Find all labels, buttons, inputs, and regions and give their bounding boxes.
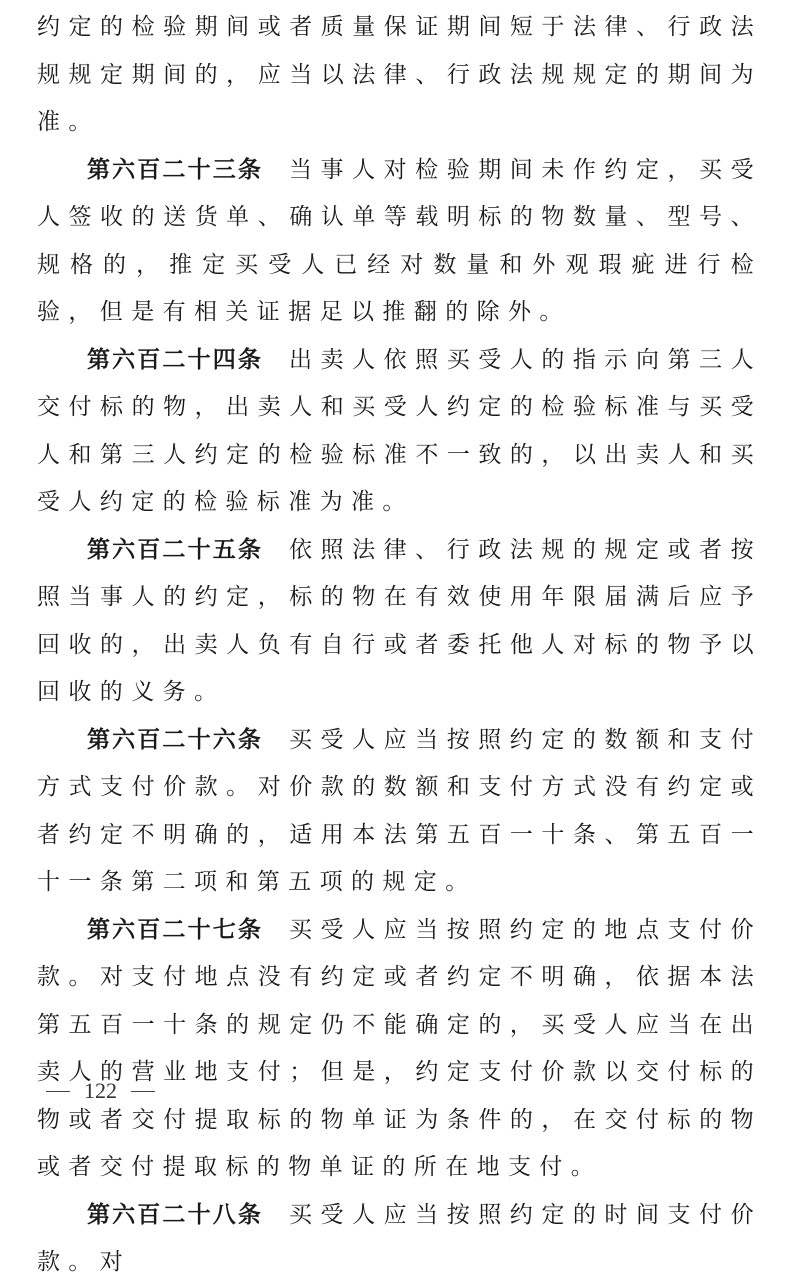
article-text: 出卖人依照买受人的指示向第三人交付标的物，出卖人和买受人约定的检验标准与买受人和第三人约定的检验标准不一致的，以出卖人和买受人约定的检验标准为准。 [37,346,762,515]
article-title: 第六百二十五条 [87,536,263,563]
article-625 [37,527,762,717]
article-623 [37,147,762,337]
footer-dash-right [131,1091,155,1092]
article-626 [37,717,762,907]
article-title: 第六百二十三条 [87,156,263,183]
page-footer [32,1078,169,1104]
article-title: 第六百二十八条 [87,1201,263,1228]
footer-dash-left [46,1091,70,1092]
article-title: 第六百二十七条 [87,916,263,943]
article-text: 买受人应当按照约定的地点支付价款。对支付地点没有约定或者约定不明确，依据本法第五百一十条的规定仍不能确定的，买受人应当在出卖人的营业地支付；但是，约定支付价款以交付标的物或者交付提取标的物单证为条件的，在交付标的物或者交付提取标的物单证的所在地支付。 [37,916,762,1180]
article-text: 当事人对检验期间未作约定，买受人签收的送货单、确认单等载明标的物数量、型号、规格的，推定买受人已经对数量和外观瑕疵进行检验，但是有相关证据足以推翻的除外。 [37,156,762,325]
article-627 [37,907,762,1192]
article-text: 买受人应当按照约定的时间支付价款。对 [37,1201,762,1275]
article-628 [37,1192,762,1287]
article-624 [37,337,762,527]
article-title: 第六百二十四条 [87,346,263,373]
intro-paragraph: 约定的检验期间或者质量保证期间短于法律、行政法规规定期间的，应当以法律、行政法规规定的期间为准。 [37,14,762,135]
article-text: 买受人应当按照约定的数额和支付方式支付价款。对价款的数额和支付方式没有约定或者约定不明确的，适用本法第五百一十条、第五百一十一条第二项和第五项的规定。 [37,726,762,895]
article-text: 依照法律、行政法规的规定或者按照当事人的约定，标的物在有效使用年限届满后应予回收的，出卖人负有自行或者委托他人对标的物予以回收的义务。 [37,536,762,705]
article-title: 第六百二十六条 [87,726,263,753]
page-number: 122 [84,1078,117,1103]
